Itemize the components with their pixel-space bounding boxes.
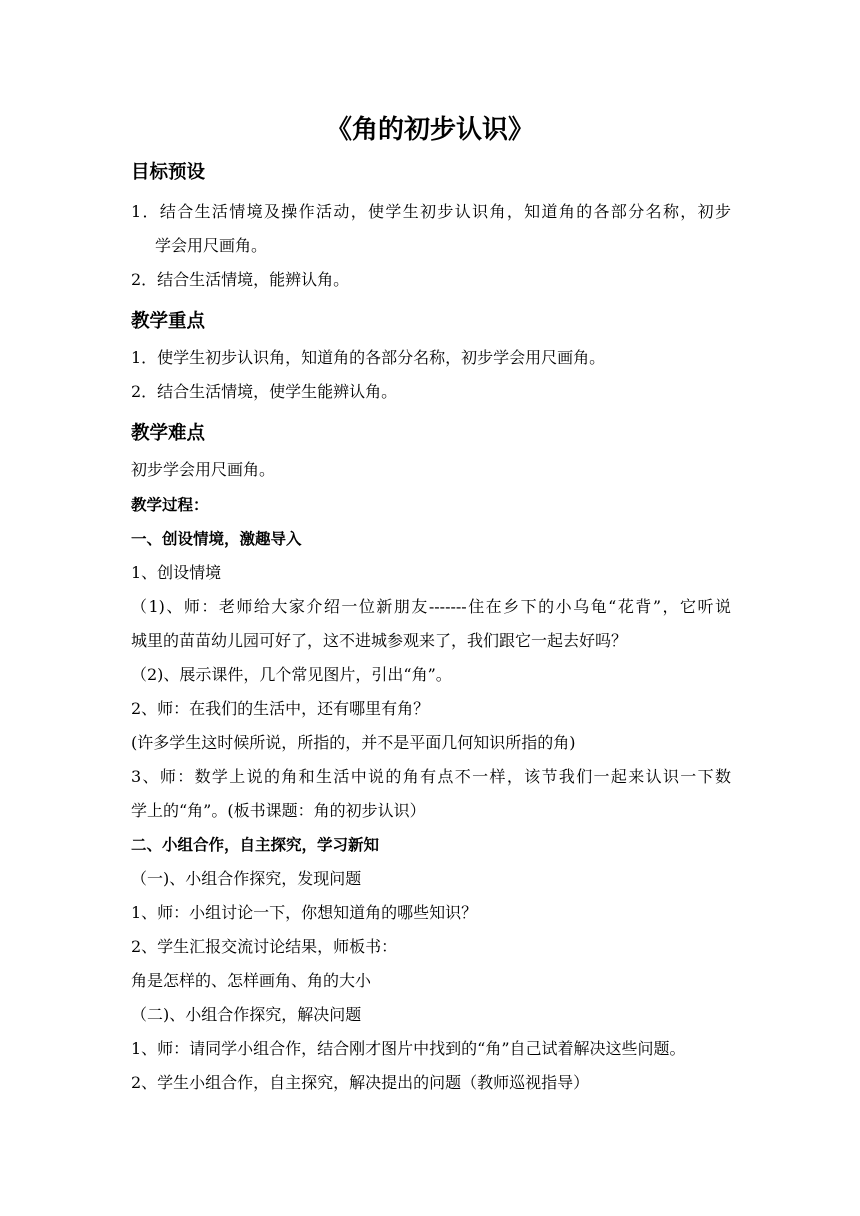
- paragraph-line: 1、师：请同学小组合作，结合刚才图片中找到的“角”自己试着解决这些问题。: [131, 1039, 686, 1058]
- paragraph-line: 学上的“角”。(板书课题：角的初步认识）: [131, 801, 426, 820]
- subheading: 教学过程：: [131, 496, 209, 514]
- subheading: 一、创设情境，激趣导入: [131, 530, 302, 548]
- paragraph-line: 城里的苗苗幼儿园可好了，这不进城参观来了，我们跟它一起去好吗？: [131, 631, 628, 650]
- doc-title: 《角的初步认识》: [325, 115, 534, 145]
- paragraph-line: （一)、小组合作探究，发现问题: [131, 869, 362, 888]
- paragraph-line: 2、师：在我们的生活中，还有哪里有角？: [131, 699, 430, 718]
- paragraph-line: （1)、师：老师给大家介绍一位新朋友-------住在乡下的小乌龟“花背”，它听说: [131, 597, 731, 616]
- section-heading: 目标预设: [131, 162, 206, 183]
- paragraph-line: 初步学会用尺画角。: [131, 460, 276, 479]
- paragraph-line: 2．结合生活情境，能辨认角。: [131, 270, 350, 289]
- paragraph-line: （二)、小组合作探究，解决问题: [131, 1005, 362, 1024]
- paragraph-line: 角是怎样的、怎样画角、角的大小: [131, 971, 372, 990]
- paragraph-line: 3、师：数学上说的角和生活中说的角有点不一样，该节我们一起来认识一下数: [131, 767, 731, 786]
- section-heading: 教学难点: [131, 423, 206, 444]
- paragraph-line: 1．结合生活情境及操作活动，使学生初步认识角，知道角的各部分名称，初步: [131, 202, 731, 221]
- paragraph-line: （2)、展示课件，几个常见图片，引出“角”。: [131, 665, 452, 684]
- subheading: 二、小组合作，自主探究，学习新知: [131, 836, 380, 854]
- paragraph-line: 1、师：小组讨论一下，你想知道角的哪些知识？: [131, 903, 478, 922]
- paragraph-line: 1、创设情境: [131, 563, 222, 582]
- paragraph-line: 2、学生汇报交流讨论结果，师板书：: [131, 937, 398, 956]
- paragraph-line: 2、学生小组合作，自主探究，解决提出的问题（教师巡视指导）: [131, 1073, 590, 1092]
- paragraph-line: 学会用尺画角。: [155, 236, 268, 255]
- paragraph-line: 1．使学生初步认识角，知道角的各部分名称，初步学会用尺画角。: [131, 348, 606, 367]
- paragraph-line: 2．结合生活情境，使学生能辨认角。: [131, 382, 398, 401]
- section-heading: 教学重点: [131, 311, 206, 332]
- paragraph-line: (许多学生这时候所说，所指的，并不是平面几何知识所指的角): [131, 733, 576, 752]
